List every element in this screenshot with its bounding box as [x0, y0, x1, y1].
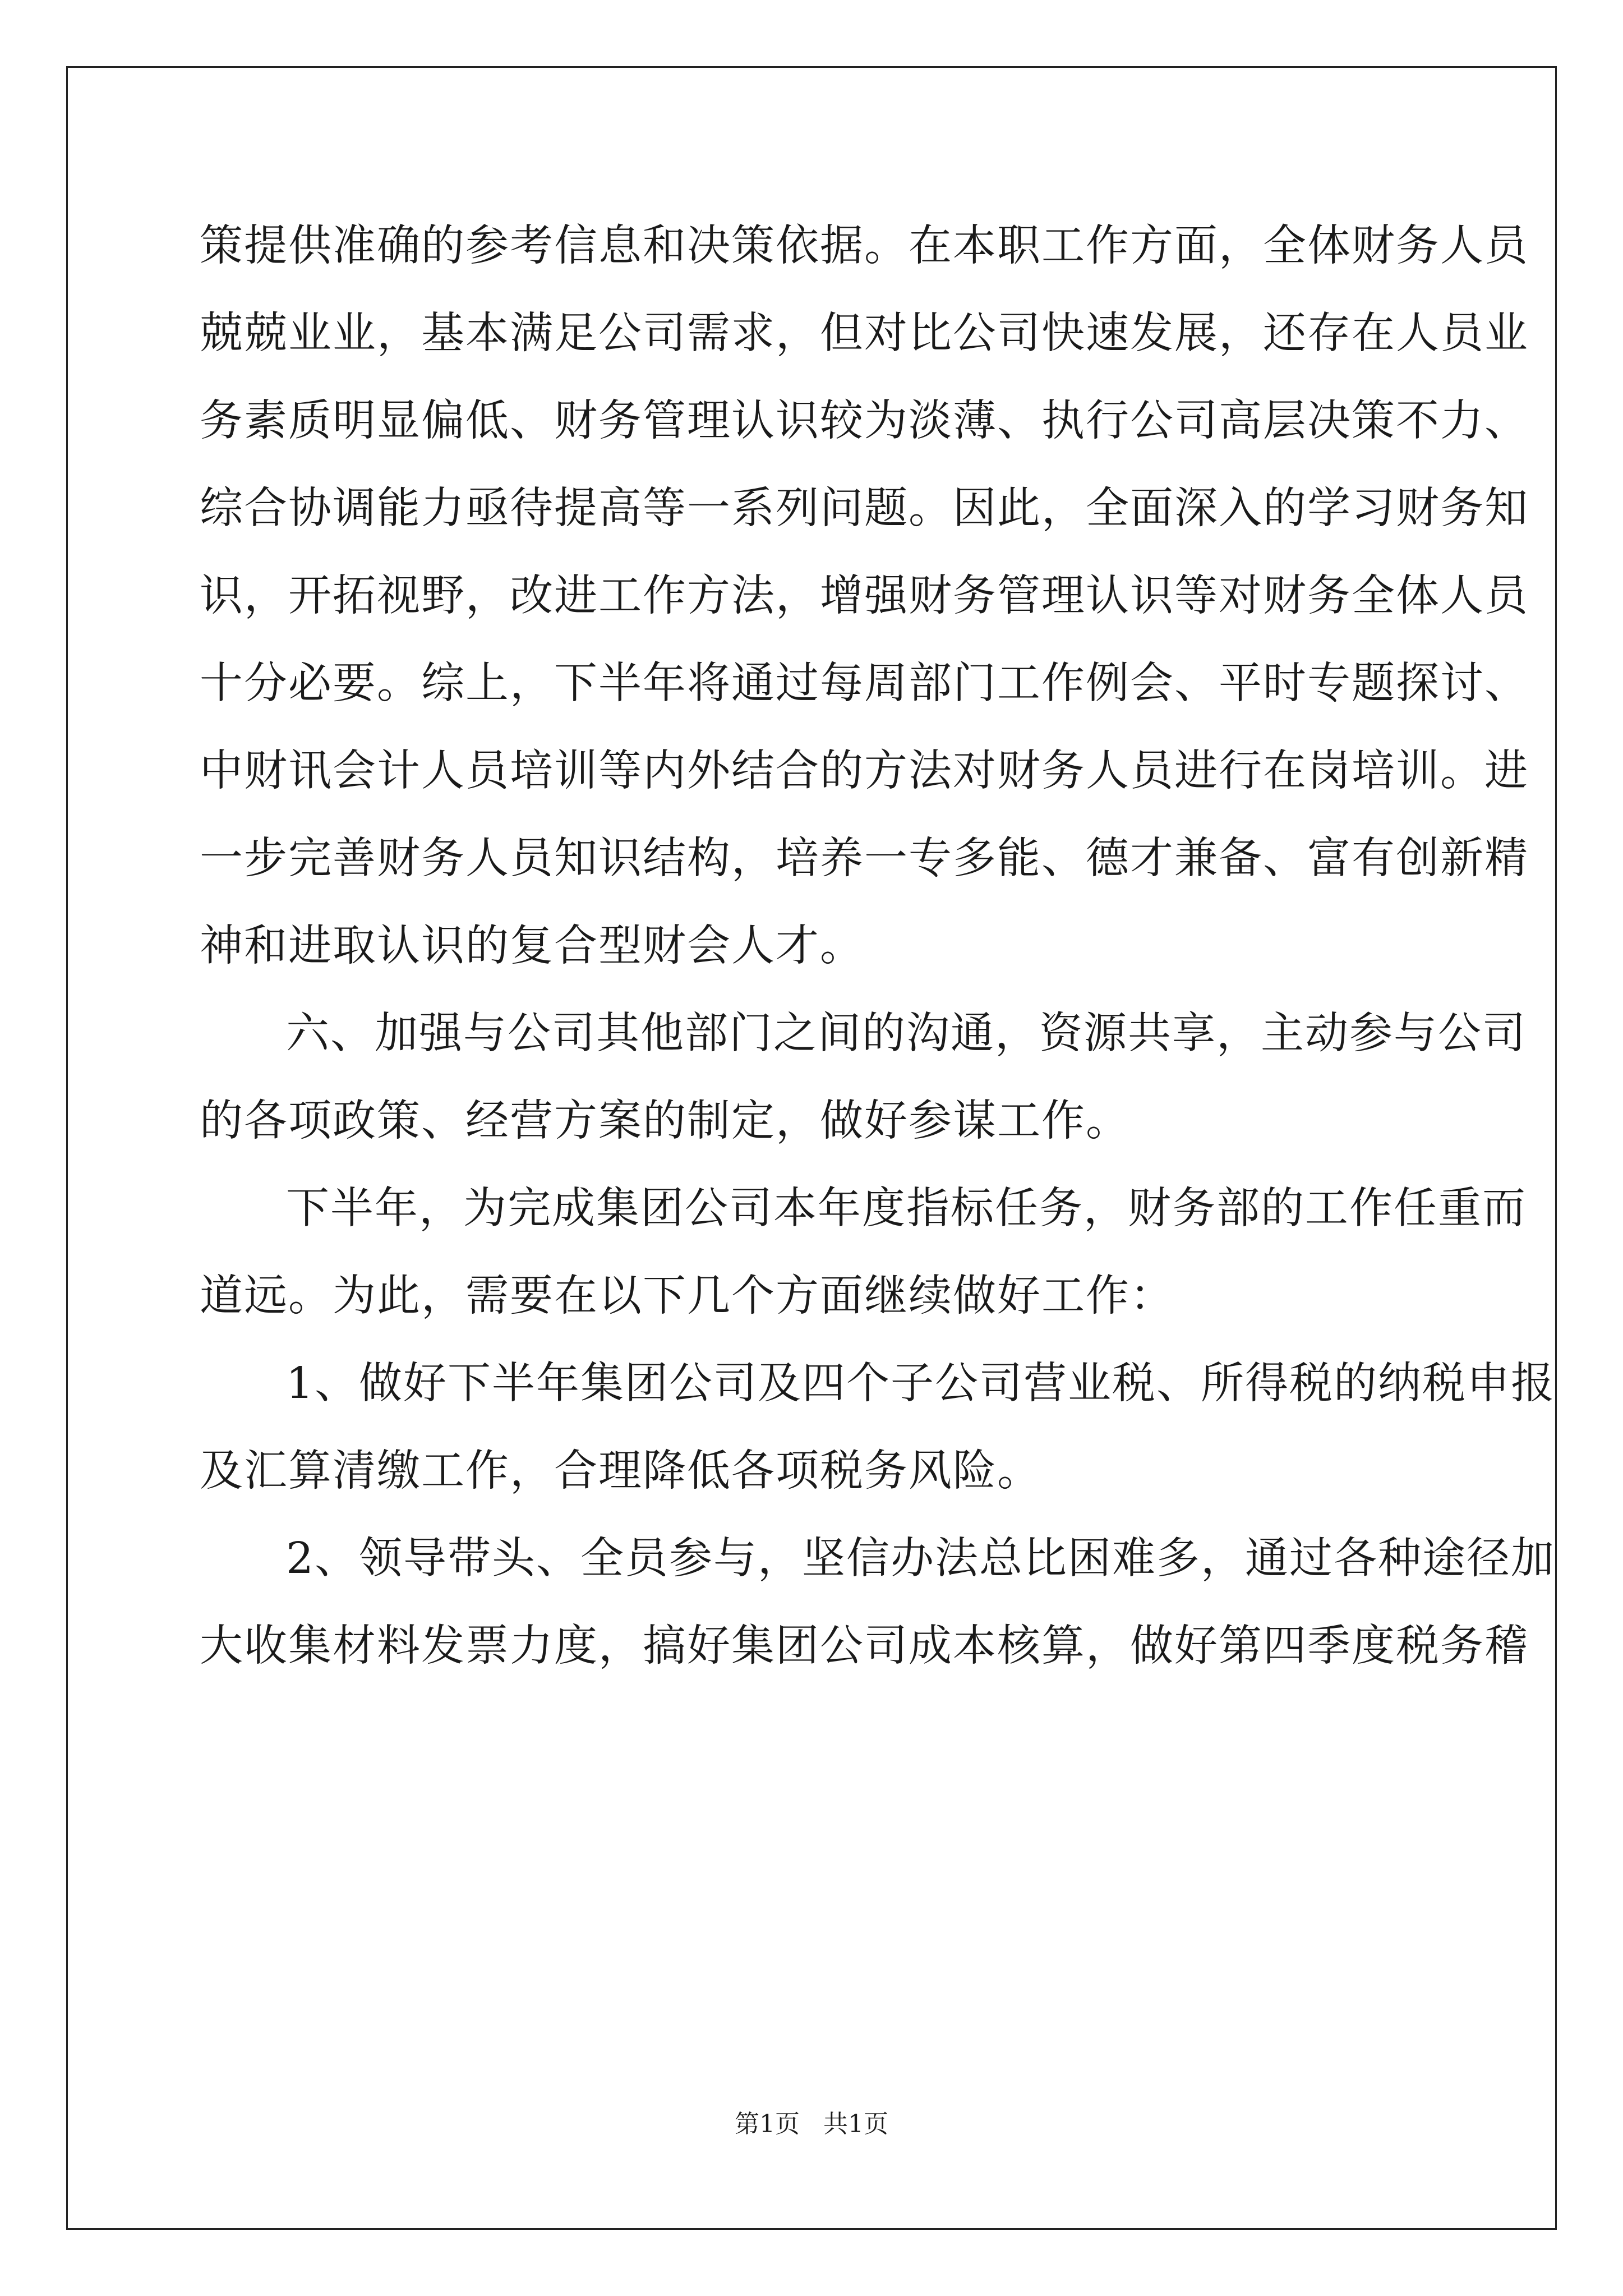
- text-line: 大收集材料发票力度，搞好集团公司成本核算，做好第四季度税务稽: [200, 1621, 1529, 1671]
- page-number-footer: 第1页 共1页: [735, 2110, 888, 2138]
- text-line: 六、加强与公司其他部门之间的沟通，资源共享，主动参与公司: [286, 1009, 1527, 1059]
- text-line: 1、做好下半年集团公司及四个子公司营业税、所得税的纳税申报: [286, 1359, 1555, 1409]
- text-line: 的各项政策、经营方案的制定，做好参谋工作。: [200, 1096, 1130, 1146]
- text-line: 下半年，为完成集团公司本年度指标任务，财务部的工作任重而: [286, 1184, 1527, 1234]
- paragraph-5: [200, 1528, 1555, 1703]
- text-line: 十分必要。综上，下半年将通过每周部门工作例会、平时专题探讨、: [200, 659, 1529, 708]
- paragraph-4: [200, 1353, 1555, 1528]
- text-line: 策提供准确的参考信息和决策依据。在本职工作方面，全体财务人员: [200, 221, 1529, 271]
- text-line: 神和进取认识的复合型财会人才。: [200, 921, 864, 971]
- paragraph-2: [200, 1003, 1527, 1178]
- paragraph-3: [200, 1178, 1527, 1353]
- text-line: 一步完善财务人员知识结构，培养一专多能、德才兼备、富有创新精: [200, 834, 1529, 884]
- text-line: 综合协调能力亟待提高等一系列问题。因此，全面深入的学习财务知: [200, 484, 1529, 533]
- text-line: 道远。为此，需要在以下几个方面继续做好工作：: [200, 1271, 1174, 1321]
- text-line: 务素质明显偏低、财务管理认识较为淡薄、执行公司高层决策不力、: [200, 396, 1529, 446]
- paragraph-1: [200, 215, 1529, 1003]
- text-line: 及汇算清缴工作，合理降低各项税务风险。: [200, 1446, 1041, 1496]
- text-line: 中财讯会计人员培训等内外结合的方法对财务人员进行在岗培训。进: [200, 746, 1529, 796]
- document-body: [200, 215, 1555, 1703]
- text-line: 兢兢业业，基本满足公司需求，但对比公司快速发展，还存在人员业: [200, 309, 1529, 358]
- text-line: 2、领导带头、全员参与，坚信办法总比困难多，通过各种途径加: [286, 1534, 1555, 1584]
- text-line: 识，开拓视野，改进工作方法，增强财务管理认识等对财务全体人员: [200, 571, 1529, 621]
